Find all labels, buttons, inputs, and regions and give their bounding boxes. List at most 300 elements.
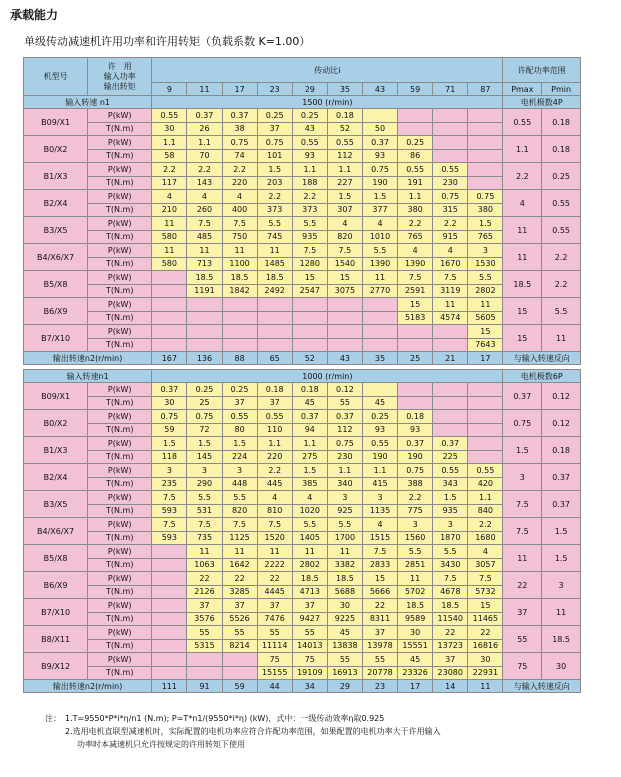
input-speed-label: 输入转速 n1 — [24, 96, 152, 109]
power-value — [468, 437, 503, 451]
power-value: 4 — [292, 491, 327, 505]
pmin-value: 11 — [542, 325, 581, 352]
torque-value: 343 — [433, 477, 468, 491]
output-speed-value: 167 — [152, 352, 187, 365]
ratio-value: 23 — [257, 83, 292, 96]
torque-value: 19109 — [292, 666, 327, 680]
torque-value: 1191 — [187, 284, 222, 298]
torque-value — [292, 338, 327, 352]
pmin-value: 0.55 — [542, 190, 581, 217]
input-speed-value: 1000 (r/min) — [152, 370, 503, 383]
model-row — [24, 464, 581, 478]
ratio-value: 87 — [468, 83, 503, 96]
torque-value: 1670 — [433, 257, 468, 271]
power-value: 55 — [257, 626, 292, 640]
power-value: 4 — [433, 244, 468, 258]
power-value: 22 — [222, 572, 257, 586]
torque-value — [187, 666, 222, 680]
torque-label: T(N.m) — [88, 477, 152, 491]
power-value: 3 — [433, 518, 468, 532]
input-speed-label: 输入转速n1 — [24, 370, 152, 383]
model-row — [24, 626, 581, 640]
torque-value — [468, 396, 503, 410]
torque-label: T(N.m) — [88, 450, 152, 464]
power-value: 0.37 — [362, 136, 397, 150]
power-value: 2.2 — [398, 217, 433, 231]
pmax-value: 1.1 — [503, 136, 542, 163]
torque-label: T(N.m) — [88, 558, 152, 572]
torque-label: T(N.m) — [88, 230, 152, 244]
torque-value: 745 — [257, 230, 292, 244]
pmax-value: 3 — [503, 464, 542, 491]
power-value — [468, 410, 503, 424]
torque-value: 43 — [292, 122, 327, 136]
torque-value — [152, 284, 187, 298]
torque-value: 224 — [222, 450, 257, 464]
power-value: 45 — [327, 626, 362, 640]
torque-row — [24, 203, 581, 217]
torque-value — [433, 396, 468, 410]
torque-value: 820 — [222, 504, 257, 518]
power-value: 0.55 — [433, 163, 468, 177]
torque-label: T(N.m) — [88, 203, 152, 217]
power-value — [222, 325, 257, 339]
torque-value: 1125 — [222, 531, 257, 545]
torque-value: 5732 — [468, 585, 503, 599]
torque-row — [24, 639, 581, 653]
power-value: 0.55 — [398, 163, 433, 177]
power-value: 7.5 — [187, 518, 222, 532]
power-value — [152, 271, 187, 285]
torque-value: 448 — [222, 477, 257, 491]
torque-value: 593 — [152, 531, 187, 545]
output-speed-value: 52 — [292, 352, 327, 365]
power-value — [152, 298, 187, 312]
power-value: 5.5 — [187, 491, 222, 505]
power-value: 0.75 — [433, 190, 468, 204]
torque-value: 1530 — [468, 257, 503, 271]
power-value: 22 — [257, 572, 292, 586]
power-value: 0.25 — [362, 410, 397, 424]
torque-value: 5605 — [468, 311, 503, 325]
torque-value: 191 — [398, 176, 433, 190]
power-value: 11 — [468, 298, 503, 312]
torque-value: 190 — [362, 450, 397, 464]
torque-value — [433, 423, 468, 437]
torque-value — [468, 450, 503, 464]
torque-value: 1135 — [362, 504, 397, 518]
torque-value — [468, 176, 503, 190]
direction-note: 与输入转速反向 — [503, 680, 581, 693]
pmax-header: Pmax — [503, 83, 542, 96]
pmin-value: 2.2 — [542, 271, 581, 298]
pmin-value: 1.5 — [542, 518, 581, 545]
torque-value: 260 — [187, 203, 222, 217]
torque-value: 935 — [433, 504, 468, 518]
power-value: 11 — [257, 545, 292, 559]
torque-value: 315 — [433, 203, 468, 217]
pmax-value: 22 — [503, 572, 542, 599]
power-value: 11 — [187, 244, 222, 258]
ratio-value: 43 — [362, 83, 397, 96]
power-value: 3 — [327, 491, 362, 505]
power-value: 5.5 — [433, 545, 468, 559]
torque-label: T(N.m) — [88, 612, 152, 626]
torque-value: 307 — [327, 203, 362, 217]
power-value — [187, 298, 222, 312]
torque-value: 3119 — [433, 284, 468, 298]
power-label: P(kW) — [88, 491, 152, 505]
torque-value: 2222 — [257, 558, 292, 572]
torque-value — [222, 338, 257, 352]
torque-label: T(N.m) — [88, 122, 152, 136]
torque-value: 93 — [398, 423, 433, 437]
power-value — [152, 653, 187, 667]
pmax-value: 0.37 — [503, 383, 542, 410]
power-value: 0.25 — [398, 136, 433, 150]
torque-value: 840 — [468, 504, 503, 518]
torque-value: 13978 — [362, 639, 397, 653]
power-value: 15 — [327, 271, 362, 285]
power-value: 5.5 — [292, 217, 327, 231]
torque-value: 188 — [292, 176, 327, 190]
pmin-header: Pmin — [542, 83, 581, 96]
power-label: P(kW) — [88, 653, 152, 667]
power-value — [257, 298, 292, 312]
torque-label: T(N.m) — [88, 504, 152, 518]
power-value: 4 — [257, 491, 292, 505]
torque-value: 750 — [222, 230, 257, 244]
torque-value: 117 — [152, 176, 187, 190]
power-label: P(kW) — [88, 244, 152, 258]
torque-row — [24, 396, 581, 410]
torque-value — [152, 639, 187, 653]
torque-label: T(N.m) — [88, 176, 152, 190]
pmax-value: 18.5 — [503, 271, 542, 298]
power-value: 3 — [362, 491, 397, 505]
power-value: 30 — [398, 626, 433, 640]
power-value: 1.1 — [187, 136, 222, 150]
power-value: 2.2 — [468, 518, 503, 532]
torque-value: 55 — [327, 396, 362, 410]
torque-value: 190 — [362, 176, 397, 190]
torque-row — [24, 558, 581, 572]
torque-value: 2833 — [362, 558, 397, 572]
torque-value: 4678 — [433, 585, 468, 599]
power-value: 75 — [292, 653, 327, 667]
power-value: 55 — [362, 653, 397, 667]
power-label: P(kW) — [88, 190, 152, 204]
power-value: 4 — [327, 217, 362, 231]
power-label: P(kW) — [88, 464, 152, 478]
torque-row — [24, 176, 581, 190]
torque-value: 145 — [187, 450, 222, 464]
torque-value: 9589 — [398, 612, 433, 626]
torque-value — [398, 338, 433, 352]
torque-value — [257, 311, 292, 325]
power-value: 0.18 — [292, 383, 327, 397]
torque-value — [292, 311, 327, 325]
power-value: 4 — [187, 190, 222, 204]
model-row — [24, 163, 581, 177]
power-value: 0.37 — [398, 437, 433, 451]
power-value: 0.18 — [327, 109, 362, 123]
model-name: B0/X2 — [24, 136, 88, 163]
power-value: 0.75 — [152, 410, 187, 424]
torque-value: 820 — [327, 230, 362, 244]
pmin-value: 0.37 — [542, 491, 581, 518]
torque-value: 58 — [152, 149, 187, 163]
model-header: 机型号 — [24, 58, 88, 96]
power-value: 22 — [468, 626, 503, 640]
output-speed-row — [24, 680, 581, 693]
model-name: B4/X6/X7 — [24, 244, 88, 271]
torque-value: 400 — [222, 203, 257, 217]
power-value: 2.2 — [187, 163, 222, 177]
torque-value — [152, 585, 187, 599]
pmin-value: 0.18 — [542, 136, 581, 163]
torque-value: 1405 — [292, 531, 327, 545]
output-speed-value: 17 — [468, 352, 503, 365]
power-value: 18.5 — [187, 271, 222, 285]
power-header-line: 许 用 — [107, 61, 132, 71]
torque-row — [24, 450, 581, 464]
power-label: P(kW) — [88, 545, 152, 559]
direction-note: 与输入转速反向 — [503, 352, 581, 365]
power-value: 1.1 — [327, 464, 362, 478]
power-value: 3 — [468, 244, 503, 258]
torque-value: 94 — [292, 423, 327, 437]
motor-poles: 电机极数6P — [503, 370, 581, 383]
pmin-value: 0.18 — [542, 437, 581, 464]
torque-label: T(N.m) — [88, 666, 152, 680]
torque-value: 485 — [187, 230, 222, 244]
power-value: 3 — [222, 464, 257, 478]
power-value — [257, 325, 292, 339]
power-value — [433, 410, 468, 424]
torque-value: 23080 — [433, 666, 468, 680]
power-label: P(kW) — [88, 626, 152, 640]
torque-value: 1680 — [468, 531, 503, 545]
torque-value: 3576 — [187, 612, 222, 626]
torque-value: 210 — [152, 203, 187, 217]
pmax-value: 1.5 — [503, 437, 542, 464]
torque-value: 225 — [433, 450, 468, 464]
torque-value: 5315 — [187, 639, 222, 653]
power-value: 0.55 — [433, 464, 468, 478]
power-label: P(kW) — [88, 383, 152, 397]
power-value: 0.75 — [222, 136, 257, 150]
power-value: 1.5 — [257, 163, 292, 177]
power-value: 0.75 — [398, 464, 433, 478]
torque-value — [468, 149, 503, 163]
torque-value: 37 — [257, 396, 292, 410]
power-value: 22 — [362, 599, 397, 613]
torque-value: 72 — [187, 423, 222, 437]
input-speed-row — [24, 370, 581, 383]
power-value: 0.55 — [362, 437, 397, 451]
power-value: 7.5 — [362, 545, 397, 559]
power-value: 0.37 — [222, 109, 257, 123]
torque-value: 1520 — [257, 531, 292, 545]
torque-value: 26 — [187, 122, 222, 136]
torque-value: 45 — [362, 396, 397, 410]
model-row — [24, 325, 581, 339]
power-label: P(kW) — [88, 163, 152, 177]
power-value: 22 — [187, 572, 222, 586]
torque-value: 5688 — [327, 585, 362, 599]
power-value: 0.37 — [433, 437, 468, 451]
output-speed-value: 14 — [433, 680, 468, 693]
model-name: B6/X9 — [24, 572, 88, 599]
torque-value — [152, 558, 187, 572]
pmax-value: 37 — [503, 599, 542, 626]
ratio-value: 71 — [433, 83, 468, 96]
power-value: 55 — [327, 653, 362, 667]
torque-value — [152, 338, 187, 352]
torque-value: 93 — [292, 149, 327, 163]
power-value: 15 — [292, 271, 327, 285]
torque-value: 37 — [257, 122, 292, 136]
power-value: 11 — [222, 545, 257, 559]
torque-value: 101 — [257, 149, 292, 163]
output-speed-value: 23 — [362, 680, 397, 693]
torque-value: 1485 — [257, 257, 292, 271]
power-value: 18.5 — [292, 572, 327, 586]
torque-value — [468, 122, 503, 136]
torque-value: 1700 — [327, 531, 362, 545]
power-value: 0.55 — [257, 410, 292, 424]
torque-value: 230 — [327, 450, 362, 464]
power-value: 7.5 — [398, 271, 433, 285]
torque-value: 86 — [398, 149, 433, 163]
pmax-value: 11 — [503, 244, 542, 271]
model-name: B6/X9 — [24, 298, 88, 325]
output-speed-value: 35 — [362, 352, 397, 365]
torque-value: 25 — [187, 396, 222, 410]
torque-value: 340 — [327, 477, 362, 491]
torque-value — [187, 311, 222, 325]
power-value — [398, 383, 433, 397]
power-value: 11 — [362, 271, 397, 285]
power-value: 0.25 — [257, 109, 292, 123]
torque-value: 59 — [152, 423, 187, 437]
torque-value: 3285 — [222, 585, 257, 599]
torque-value: 2547 — [292, 284, 327, 298]
pmin-value: 0.25 — [542, 163, 581, 190]
power-value: 1.5 — [152, 437, 187, 451]
power-value: 3 — [187, 464, 222, 478]
torque-label: T(N.m) — [88, 531, 152, 545]
torque-row — [24, 612, 581, 626]
torque-value — [222, 666, 257, 680]
torque-label: T(N.m) — [88, 585, 152, 599]
power-value — [292, 298, 327, 312]
power-value: 2.2 — [222, 163, 257, 177]
torque-value: 143 — [187, 176, 222, 190]
model-name: B9/X12 — [24, 653, 88, 680]
power-value: 7.5 — [292, 244, 327, 258]
model-row — [24, 298, 581, 312]
torque-value: 377 — [362, 203, 397, 217]
torque-value: 50 — [362, 122, 397, 136]
power-value — [398, 109, 433, 123]
torque-value: 20778 — [362, 666, 397, 680]
power-value: 2.2 — [257, 190, 292, 204]
torque-value — [362, 311, 397, 325]
torque-row — [24, 531, 581, 545]
torque-label: T(N.m) — [88, 257, 152, 271]
output-speed-value: 59 — [222, 680, 257, 693]
torque-row — [24, 477, 581, 491]
power-value — [152, 545, 187, 559]
model-row — [24, 217, 581, 231]
output-speed-row — [24, 352, 581, 365]
torque-value: 11540 — [433, 612, 468, 626]
power-value: 4 — [152, 190, 187, 204]
pmin-value: 3 — [542, 572, 581, 599]
power-value: 4 — [398, 244, 433, 258]
torque-value: 445 — [257, 477, 292, 491]
torque-value: 1020 — [292, 504, 327, 518]
power-value: 7.5 — [433, 271, 468, 285]
torque-row — [24, 666, 581, 680]
power-value — [433, 109, 468, 123]
model-name: B09/X1 — [24, 109, 88, 136]
torque-value — [433, 122, 468, 136]
torque-value: 3382 — [327, 558, 362, 572]
torque-row — [24, 423, 581, 437]
torque-value: 3057 — [468, 558, 503, 572]
power-value — [152, 572, 187, 586]
model-row — [24, 109, 581, 123]
note-line-1: 1.T=9550*P*i*η/n1 (N.m); P=T*n1/(9550*i*η) (kW)，式中：一级传动效率η取0.925 — [65, 714, 385, 723]
torque-value — [222, 311, 257, 325]
torque-value: 415 — [362, 477, 397, 491]
power-value: 0.75 — [187, 410, 222, 424]
power-value: 1.1 — [327, 163, 362, 177]
output-speed-value: 136 — [187, 352, 222, 365]
pmax-value: 15 — [503, 298, 542, 325]
pmax-value: 11 — [503, 545, 542, 572]
output-speed-label: 输出转速n2(r/min) — [24, 352, 152, 365]
power-value: 7.5 — [257, 518, 292, 532]
torque-row — [24, 149, 581, 163]
power-value: 0.37 — [327, 410, 362, 424]
power-value: 2.2 — [433, 217, 468, 231]
pmin-value: 30 — [542, 653, 581, 680]
model-name: B2/X4 — [24, 464, 88, 491]
power-value: 1.5 — [362, 190, 397, 204]
power-value: 11 — [187, 545, 222, 559]
output-speed-label: 输出转速n2(r/min) — [24, 680, 152, 693]
ratio-value: 9 — [152, 83, 187, 96]
torque-value: 38 — [222, 122, 257, 136]
pmax-value: 15 — [503, 325, 542, 352]
power-value: 0.55 — [327, 136, 362, 150]
power-value — [152, 325, 187, 339]
power-value: 2.2 — [292, 190, 327, 204]
model-name: B1/X3 — [24, 437, 88, 464]
power-value: 55 — [187, 626, 222, 640]
power-label: P(kW) — [88, 572, 152, 586]
model-name: B5/X8 — [24, 545, 88, 572]
torque-value: 5183 — [398, 311, 433, 325]
power-value: 5.5 — [362, 244, 397, 258]
power-value: 1.5 — [468, 217, 503, 231]
torque-value: 16913 — [327, 666, 362, 680]
power-value — [468, 163, 503, 177]
